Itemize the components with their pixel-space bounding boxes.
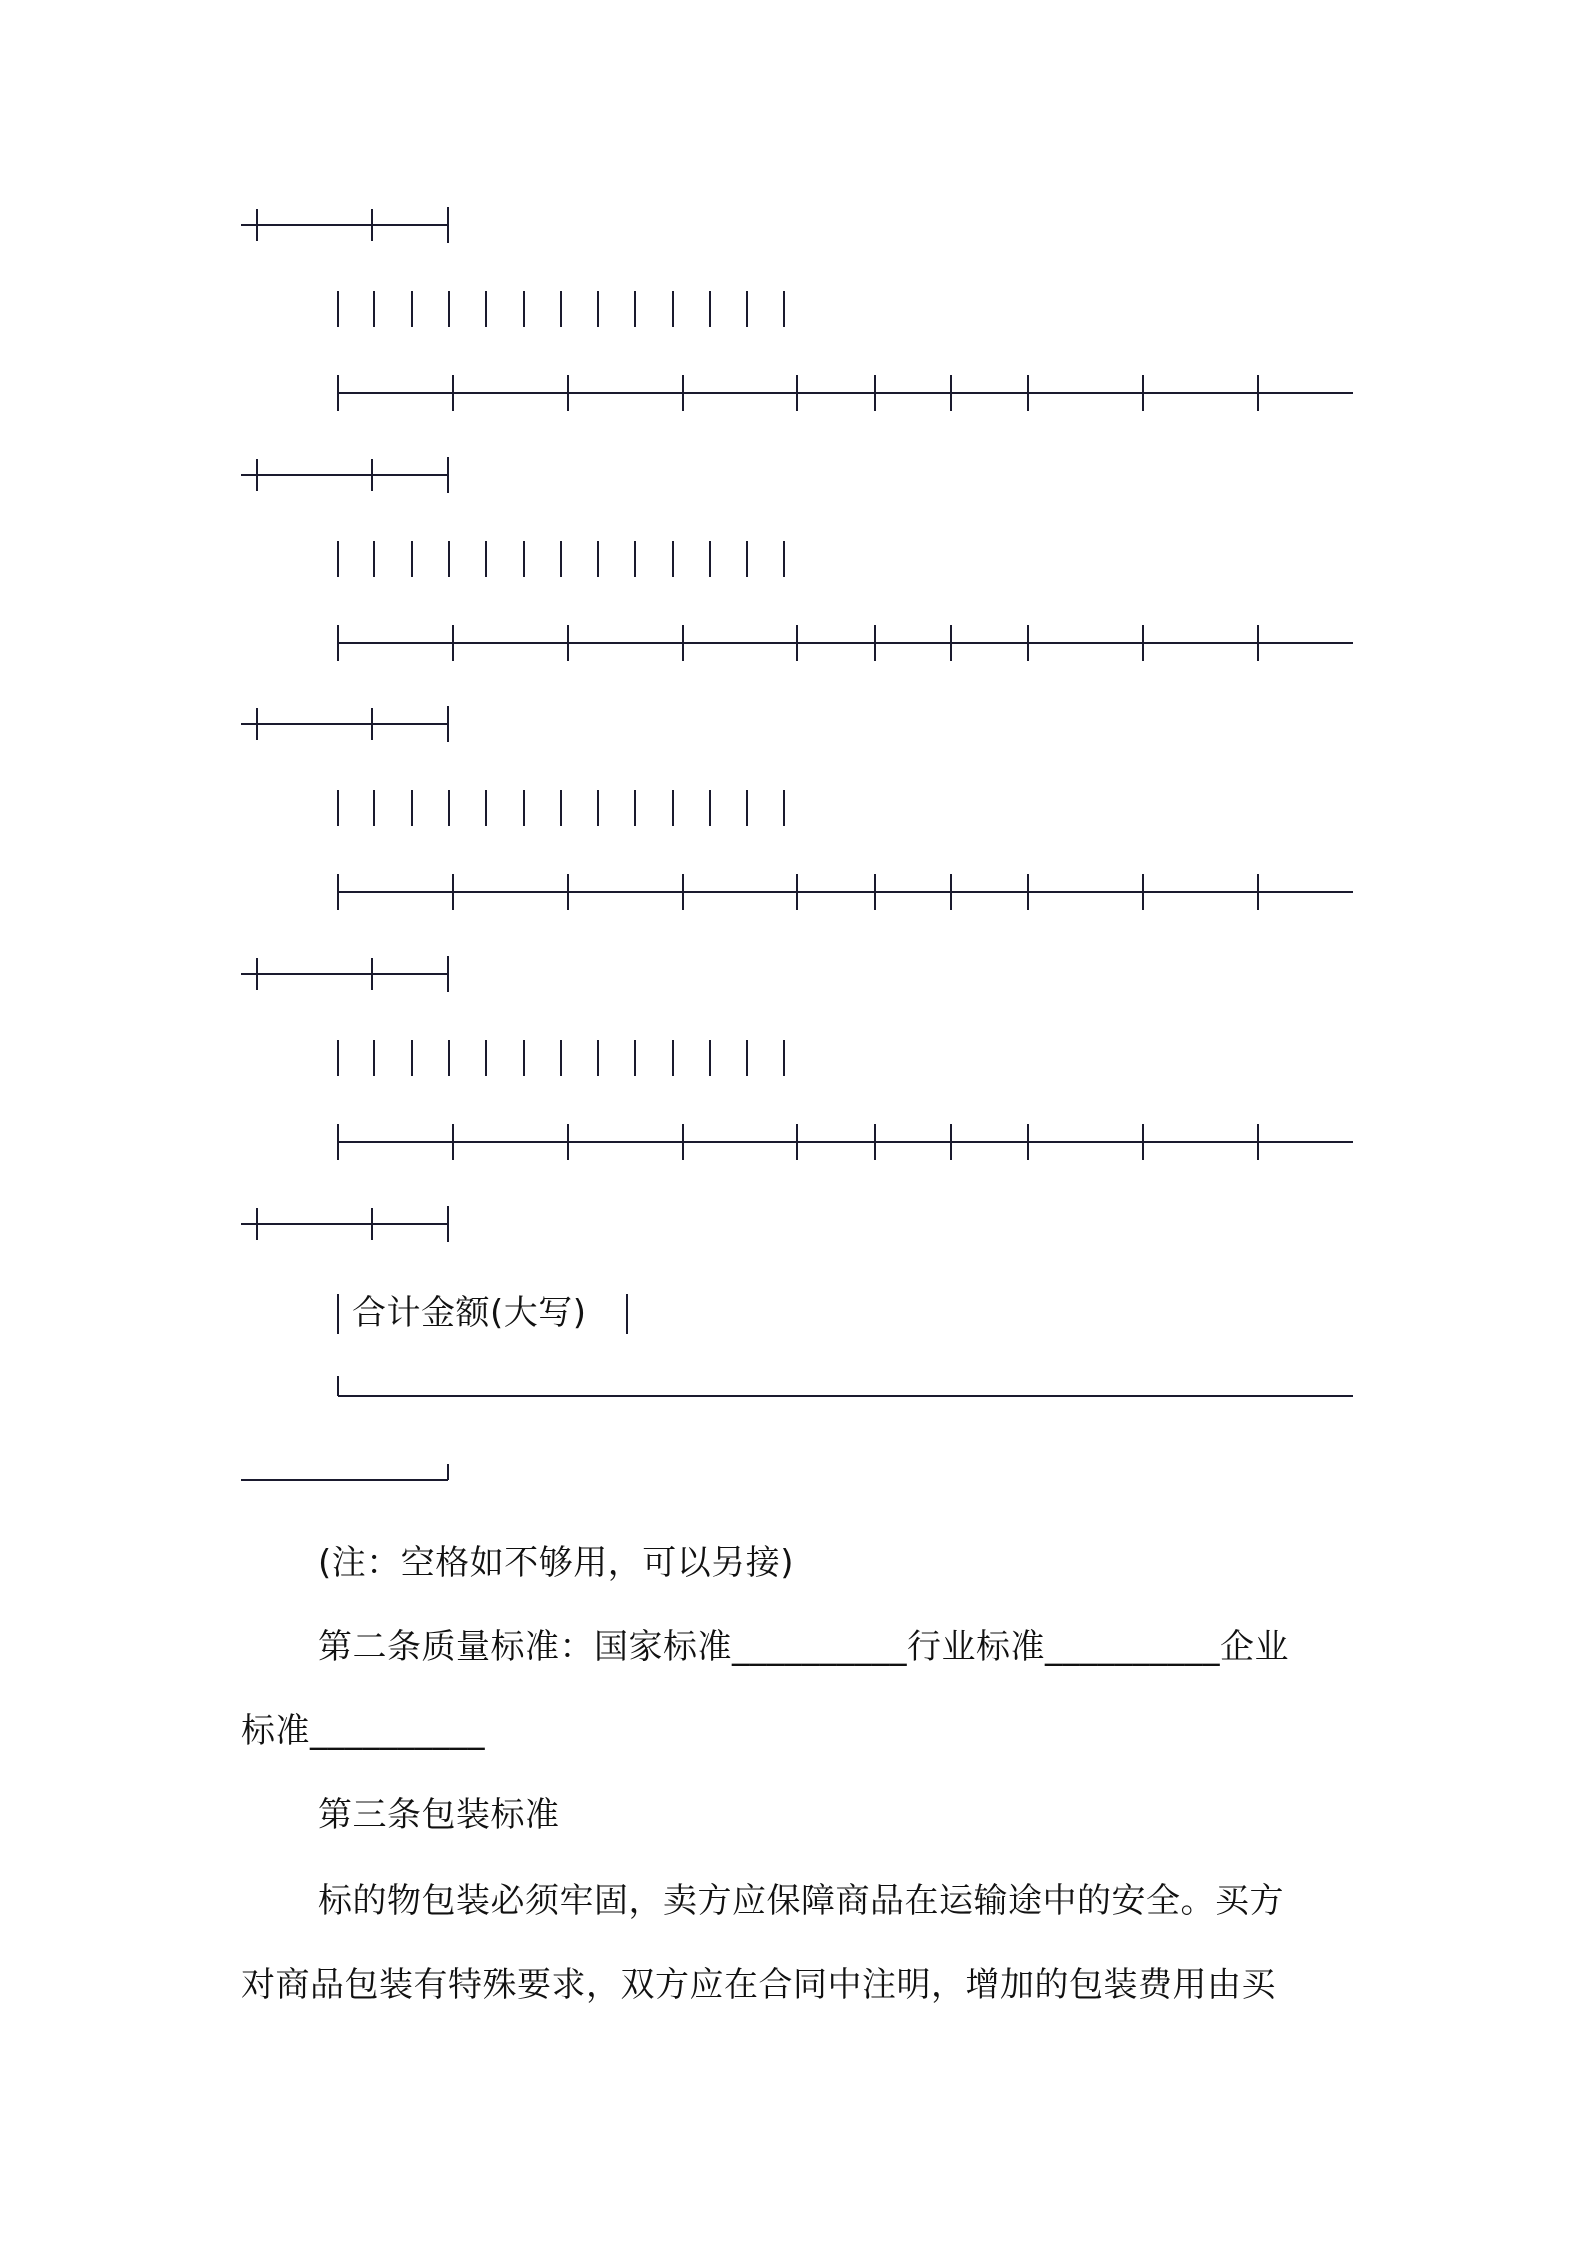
article-2-line-1: 第二条质量标准：国家标准__________行业标准__________企业	[318, 1627, 1289, 1667]
article-2-line-2: 标准__________	[241, 1711, 485, 1751]
article-3-body-line-1: 标的物包装必须牢固，卖方应保障商品在运输途中的安全。买方	[318, 1881, 1284, 1921]
article-3-title: 第三条包装标准	[318, 1795, 560, 1835]
note-text: (注：空格如不够用，可以另接)	[318, 1543, 795, 1583]
total-amount-label: 合计金额(大写)	[352, 1293, 587, 1333]
article-3-body-line-2: 对商品包装有特殊要求，双方应在合同中注明，增加的包装费用由买	[241, 1965, 1276, 2005]
